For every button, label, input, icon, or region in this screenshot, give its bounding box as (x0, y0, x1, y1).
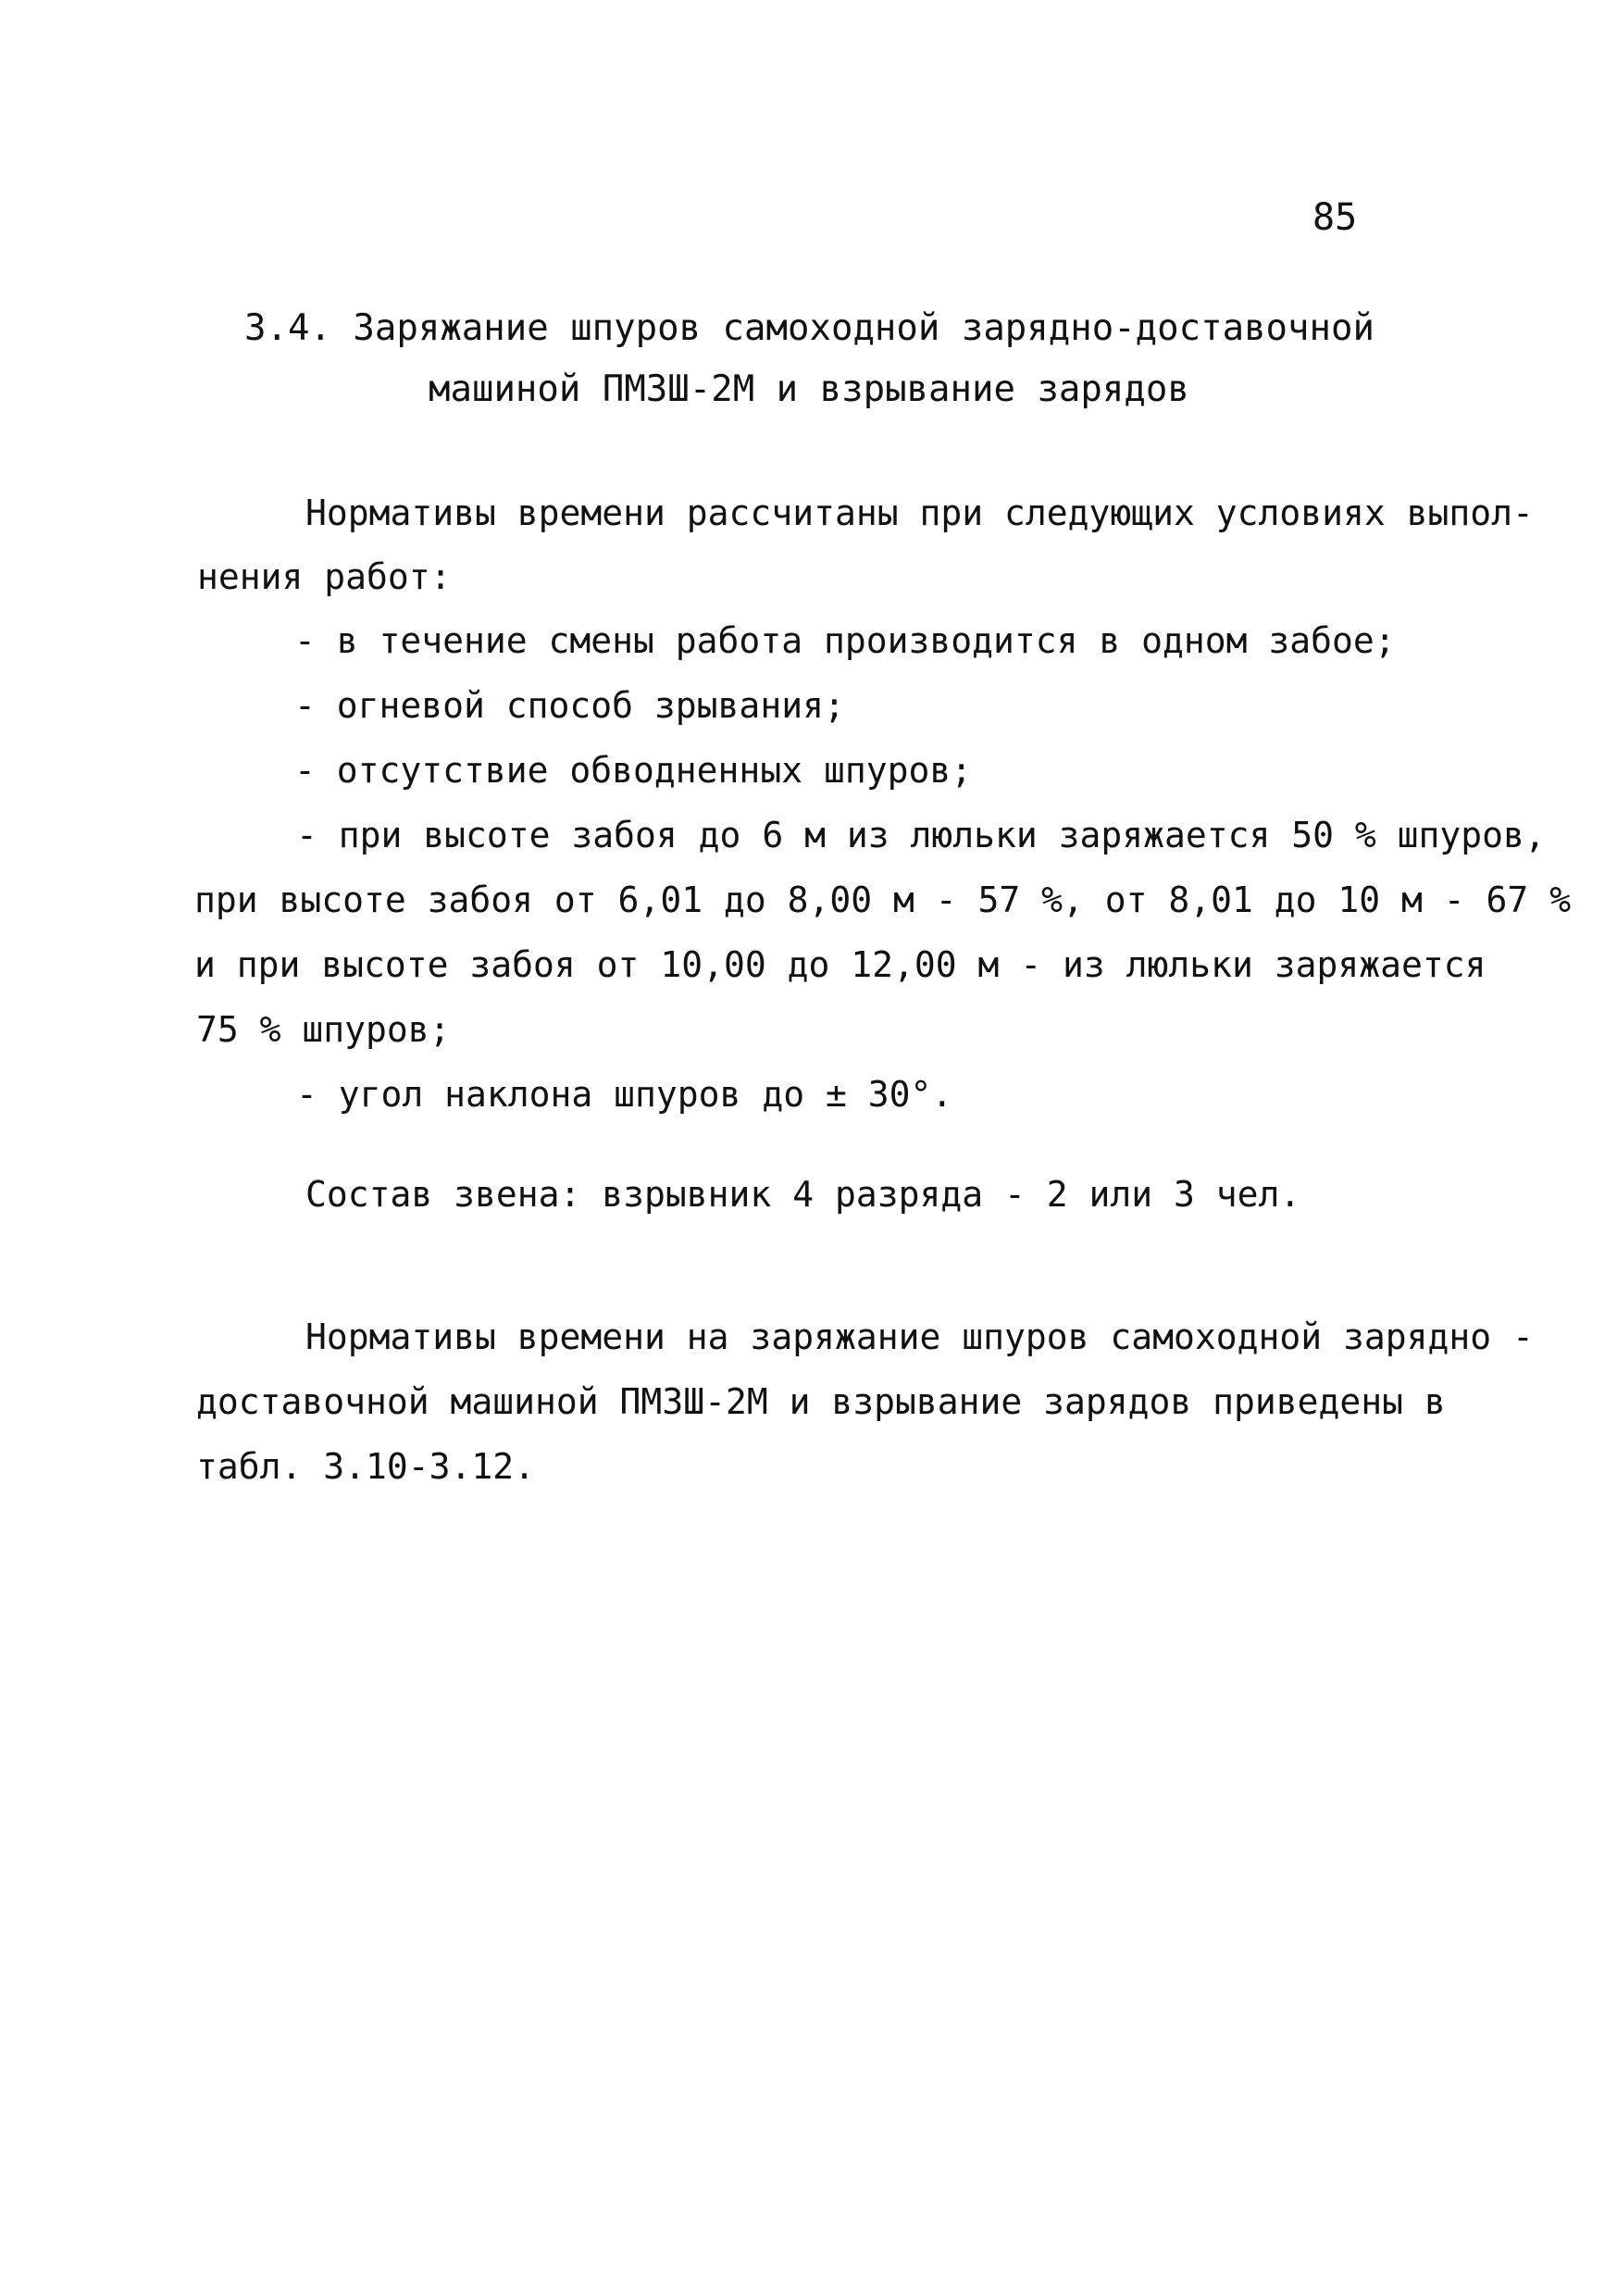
condition-item-3: - отсутствие обводненных шпуров; (294, 750, 973, 791)
page-number: 85 (1312, 196, 1358, 239)
condition-item-4-line-4: 75 % шпуров; (196, 1009, 451, 1050)
crew-composition: Состав звена: взрывник 4 разряда - 2 или 3 чел. (305, 1174, 1301, 1215)
condition-item-4-line-1: - при высоте забоя до 6 м из люльки заряжается 50 % шпуров, (296, 815, 1546, 855)
condition-item-2: - огневой способ зрывания; (294, 685, 845, 726)
condition-item-4-line-2: при высоте забоя от 6,01 до 8,00 м - 57 %, от 8,01 до 10 м - 67 % (194, 880, 1572, 920)
section-heading-line-1: 3.4. Заряжание шпуров самоходной зарядно-доставочной (244, 307, 1374, 349)
condition-item-5: - угол наклона шпуров до ± 30°. (296, 1074, 953, 1115)
reference-text-line-1: Нормативы времени на заряжание шпуров самоходной зарядно - (305, 1316, 1534, 1357)
condition-item-1: - в течение смены работа производится в одном забое; (294, 620, 1396, 661)
intro-text-line-1: Нормативы времени рассчитаны при следующих условиях выпол- (305, 493, 1534, 533)
reference-text-line-3: табл. 3.10-3.12. (196, 1446, 536, 1487)
reference-text-line-2: доставочной машиной ПМЗШ-2М и взрывание зарядов приведены в (196, 1381, 1446, 1422)
section-heading-line-2: машиной ПМЗШ-2М и взрывание зарядов (429, 368, 1189, 410)
intro-text-line-2: нения работ: (197, 556, 452, 597)
condition-item-4-line-3: и при высоте забоя от 10,00 до 12,00 м - из люльки заряжается (194, 944, 1486, 985)
